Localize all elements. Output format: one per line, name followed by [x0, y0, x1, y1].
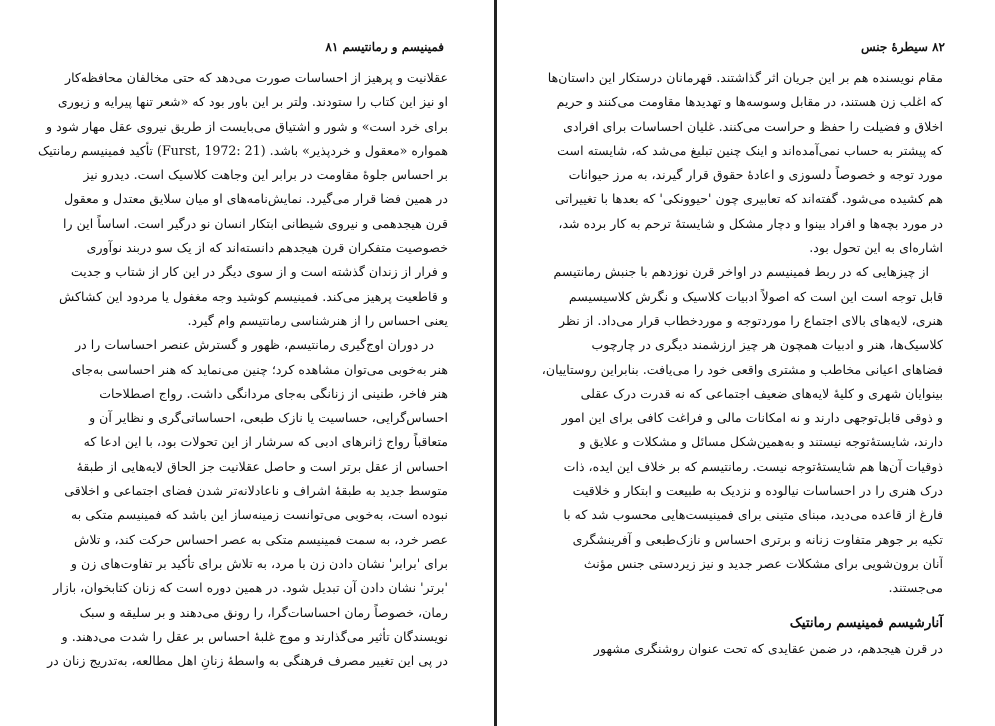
text-line: احساس‌گرایی، حساسیت یا نازک طبعی، احساساتی‌گری و نظایر آن و [89, 410, 448, 426]
text-line: برای 'برابر' نشان دادن زن با مرد، به تلاش برای تأکید بر تفاوت‌های زن و [70, 555, 448, 571]
text-line: می‌جستند. [888, 580, 943, 596]
page-body [38, 66, 448, 673]
text-line: از چیزهایی که در ربط فمینیسم در اواخر قرن نوزدهم با جنبش رمانتیسم [553, 264, 929, 280]
text-line: و فرار از زندان گذشته است و از سوی دیگر در این کار از شتاب و جدیت [70, 264, 448, 280]
text-line: همواره «معقول و خردپذیر» باشد. (Furst, 1972: 21) تأکید فمینیسم رمانتیک [38, 142, 448, 158]
text-line: آنان برون‌شویی برای مشکلات عصر جدید و نیز زیردستی جنس مؤنث [583, 555, 943, 571]
text-line: قرن هیجدهمی و نیروی شیطانی ابتکار انسان نو درگیر است. اساساً این را [63, 215, 448, 231]
text-line: نویسندگان تأثیر می‌گذارند و موج غلبهٔ احساس بر عقل را شدت می‌دهند. و [61, 628, 448, 644]
text-line: در دوران اوج‌گیری رمانتیسم، ظهور و گسترش عنصر احساسات را در [75, 337, 434, 353]
text-line: قابل توجه است این است که اصولاً ادبیات کلاسیک و نگرش کلاسیسیسم [568, 288, 943, 304]
text-line: ذوقیات آن‌ها هم شایستهٔ‌توجه نیست. رمانتیسم که بر خلاف این ایده، ذات [563, 458, 943, 474]
text-line: یعنی احساس را از هنرشناسی رمانتیسم وام گیرد. [187, 312, 448, 328]
text-line: در پی این تغییر مصرف فرهنگی به واسطهٔ زنانِ اهل مطالعه، به‌تدریج زنان در [47, 653, 448, 669]
text-line: احساس از عقل برتر است و حاصل عقلانیت جز الحاق لایه‌هایی از طبقهٔ [76, 458, 448, 474]
page-body [530, 66, 943, 661]
text-line: که اغلب زن هستند، در مقابل وسوسه‌ها و تهدیدها مقاومت می‌کنند و حریم [556, 94, 943, 110]
text-line: عقلانیت و پرهیز از احساسات صورت می‌دهد که حتی مخالفان محافظه‌کار [64, 70, 448, 85]
text-line: تکیه بر جوهر متفاوت زنانه و برتری احساس و نازک‌طبعی و آفرینشگری [572, 531, 943, 547]
text-line: کلاسیک‌ها، هنر و ادبیات همچون هر چیز ارزشمند دیگری در چارچوب [591, 337, 943, 353]
text-line: دارند، شایستهٔ‌توجه نیستند و به‌همین‌شکل مسائل و مشکلات و علایق و [579, 434, 943, 450]
text-line: بر احساس جلوهٔ مقاومت در برابر این وجاهت کلاسیک است. دیدرو نیز [83, 167, 448, 183]
text-line: او نیز این کتاب را ستودند. ولتر بر این باور بود که «شعر تنها پیرایه و زیوری [57, 94, 448, 110]
text-line: عصر خرد، به سمت فمینیسم متکی به عصر احساس حرکت کند، و تلاش [73, 531, 448, 547]
text-line: فضاهای اعیانی مخاطب و مشتری واقعی خود را می‌یافت. بنابراین روستاییان، [541, 361, 943, 377]
right-page [500, 0, 995, 726]
text-line: درک هنری را در احساسات نیالوده و نزدیک به طبیعت و ابتکار و خلاقیت [572, 483, 943, 499]
text-line: اخلاق و فضیلت را حفظ و حراست می‌کنند. غلیان احساسات برای افرادی [563, 118, 943, 134]
text-line: و قاطعیت پرهیز می‌کند. فمینیسم کوشید وجه مغفول یا مردود این کشاکش [58, 288, 448, 304]
text-line: بینوایان شهری و کلیهٔ لایه‌های ضعیف اجتماعی که نه قدرت درک عقلی [580, 385, 943, 401]
left-page [0, 0, 497, 726]
text-line: که پیشتر به حساب نمی‌آمده‌اند و اینک چنین تبلیغ می‌شد که، شایسته است [557, 142, 943, 158]
text-line: هنری، لایه‌های بالای اجتماع را موردتوجه و موردخطاب قرار می‌داد. از نظر [559, 312, 943, 328]
text-line: مورد توجه و خصوصاً دلسوزی و اعادهٔ حقوق قرار گیرند، به مرز حیوانات [568, 167, 943, 183]
text-line: 'برتر' نشان دادن آن تبدیل شود. در همین دوره است که زنان کتابخوان، بازار [53, 580, 448, 596]
text-line: متعاقباً رواج ژانرهای ادبی که سرشار از این تحولات بود، با این ادعا که [83, 434, 448, 450]
text-line: اشاره‌ای به این تحول بود. [809, 240, 943, 256]
text-line: هنر به‌خوبی می‌توان مشاهده کرد؛ چنین می‌نماید که هنر احساسی به‌جای [71, 361, 448, 377]
text-line: در همین فضا قرار می‌گیرد. نمایش‌نامه‌های او میان سلایق معتدل و معقول [64, 191, 448, 207]
page-header: ۸۲ سیطرهٔ جنس [860, 40, 945, 54]
page-header: فمینیسم و رمانتیسم ۸۱ [325, 40, 444, 54]
text-line: خصوصیت متفکران قرن هیجدهم دانسته‌اند که از یک سو دربند نوآوری [86, 240, 448, 256]
text-line: فارغ از قاعده می‌دید، مبنای متینی برای فمینیست‌هایی محسوب شد که با [563, 507, 943, 523]
text-line: هم کشیده می‌شود. گفته‌اند که تعابیری چون 'حیوونکی' که بعدها با تغییراتی [554, 191, 943, 207]
text-line: متوسط جدید به طبقهٔ اشراف و ناعادلانه‌تر شدن فضای اجتماعی و اخلاقی [64, 483, 448, 499]
text-line: مقام نویسنده هم بر این جریان اثر گذاشتند. قهرمانان درستکار این داستان‌ها [547, 70, 943, 85]
section-title: آنارشیسم فمینیسم رمانتیک [789, 614, 943, 631]
text-line: و ذوقی قابل‌توجهی دارند و نه امکانات مالی و فراغت کافی برای این امور [561, 410, 943, 426]
text-line: نبوده است، به‌خوبی می‌توانست زمینه‌ساز این باشد که فمینیسم متکی به [70, 507, 448, 523]
text-line: رمان، خصوصاً رمان احساسات‌گرا، را رونق می‌دهند و بر سلیقه و سبک [79, 604, 448, 620]
text-line: در قرن هیجدهم، در ضمن عقایدی که تحت عنوان روشنگری مشهور [593, 640, 943, 656]
text-line: در مورد بچه‌ها و افراد بینوا و دچار مشکل و شایستهٔ ترحم به کار برده شد، [558, 215, 943, 231]
text-line: برای خرد است» و شور و اشتیاق می‌بایست از طریق نیروی عقل مهار شود و [46, 118, 448, 134]
text-line: هنر فاخر، طنینی از زنانگی به‌جای مردانگی داشت. رواج اصطلاحات [99, 385, 448, 401]
